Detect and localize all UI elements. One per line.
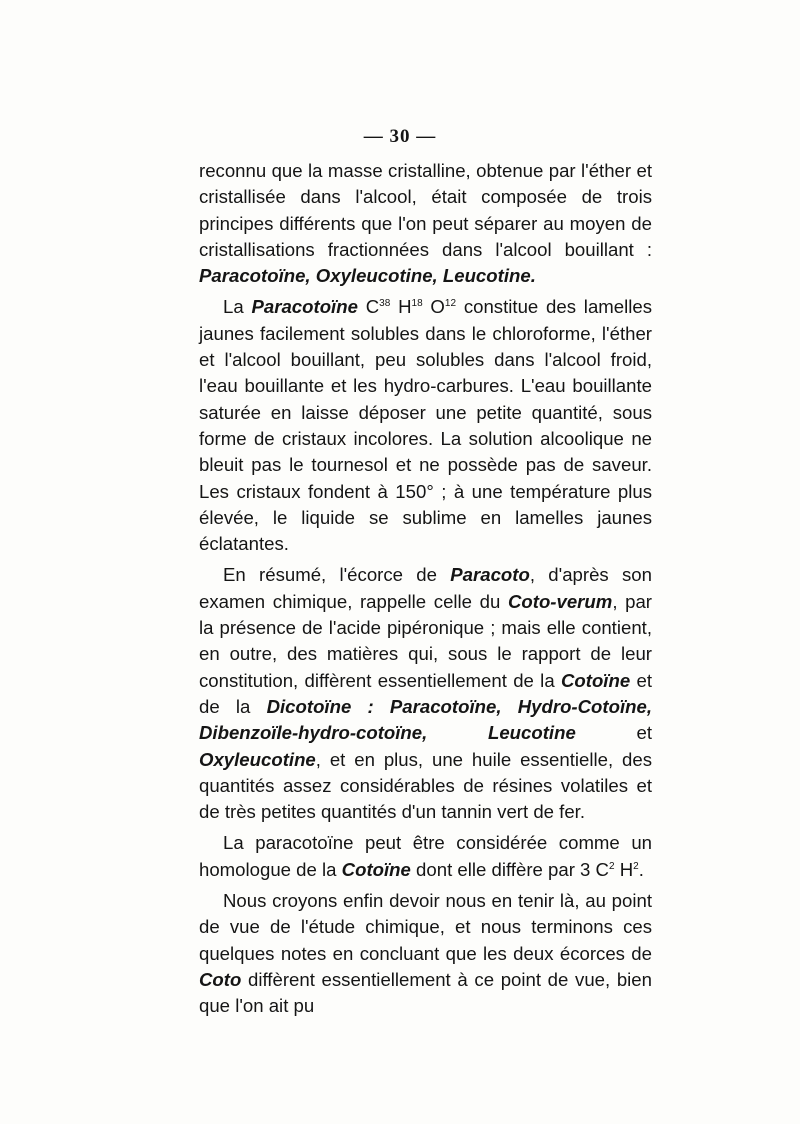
page-number: — 30 — <box>363 126 437 147</box>
text-run: , d'après son examen chimique, rappelle celle du <box>199 564 652 612</box>
superscript: 2 <box>609 860 615 872</box>
text-run: , et en plus, une huile essentielle, des quantités assez considérables de résines volatiles et de très petites quantités d'un tannin vert de fer. <box>199 748 652 823</box>
italic-term: Cotoïne <box>560 669 631 691</box>
paragraph <box>199 888 652 1019</box>
text-run: constitue des lamelles jaunes facilement solubles dans le chloroforme, l'éther et l'alcool bouillant, peu solubles dans l'alcool froid, l'eau bouillante et les hydro-carbures. L'eau bouillante saturée en laisse déposer une petite quantité, sous forme de cristaux incolores. La solution alcoolique ne bleuit pas le tournesol et ne possède pas de saveur. Les cristaux fondent à 150° ; à une température plus élevée, le liquide se sublime en lamelles jaunes éclatantes. <box>199 296 653 555</box>
text-run: Nous croyons enfin devoir nous en tenir là, au point de vue de l'étude chimique, et nous terminons ces quelques notes en concluant que les deux écorces de <box>199 890 652 964</box>
italic-term: Coto <box>199 968 242 990</box>
text-run: et de la <box>199 669 652 717</box>
page-body-text <box>199 158 652 1020</box>
text-run: . <box>638 858 644 880</box>
italic-term: Dicotoïne : Paracotoïne, Hydro-Cotoïne, Dibenzoïle-hydro-cotoïne, Leucotine <box>199 695 652 744</box>
text-run: diffèrent essentiellement à ce point de vue, bien que l'on ait pu <box>199 968 652 1017</box>
text-run: et <box>575 722 652 744</box>
text-run: En résumé, l'écorce de <box>223 564 451 586</box>
italic-term: Paracotoïne <box>251 296 358 318</box>
superscript: 2 <box>633 860 639 872</box>
text-run: H <box>614 858 634 880</box>
italic-term: Oxyleucotine <box>199 748 316 770</box>
text-run: La paracotoïne peut être considérée comme un homologue de la <box>199 832 652 880</box>
italic-term: Paracotoïne, <box>199 265 311 287</box>
text-run: La <box>223 296 252 318</box>
text-run: O <box>422 296 445 318</box>
superscript: 12 <box>444 298 457 310</box>
text-run: dont elle diffère par 3 C <box>410 858 609 880</box>
paragraph <box>199 294 652 557</box>
superscript: 38 <box>379 298 391 310</box>
paragraph <box>199 158 652 289</box>
text-run: H <box>390 296 412 318</box>
text-run: reconnu que la masse cristalline, obtenue par l'éther et cristallisée dans l'alcool, était composée de trois principes différents que l'on peut séparer au moyen de cristallisations fractionnées dans l'alcool bouillant : <box>199 160 652 260</box>
paragraph <box>199 562 652 825</box>
paragraph <box>199 830 652 883</box>
italic-term: Cotoïne <box>341 858 411 880</box>
superscript: 18 <box>411 298 423 310</box>
italic-term: Oxyleucotine, Leucotine. <box>315 265 536 287</box>
italic-term: Paracoto <box>450 564 530 586</box>
italic-term: Coto-verum <box>507 590 613 612</box>
text-run: , par la présence de l'acide pipéronique ; mais elle contient, en outre, des matières qui, sous le rapport de leur constitution, diffèrent essentiellement de la <box>199 590 652 691</box>
text-run: C <box>357 296 380 318</box>
